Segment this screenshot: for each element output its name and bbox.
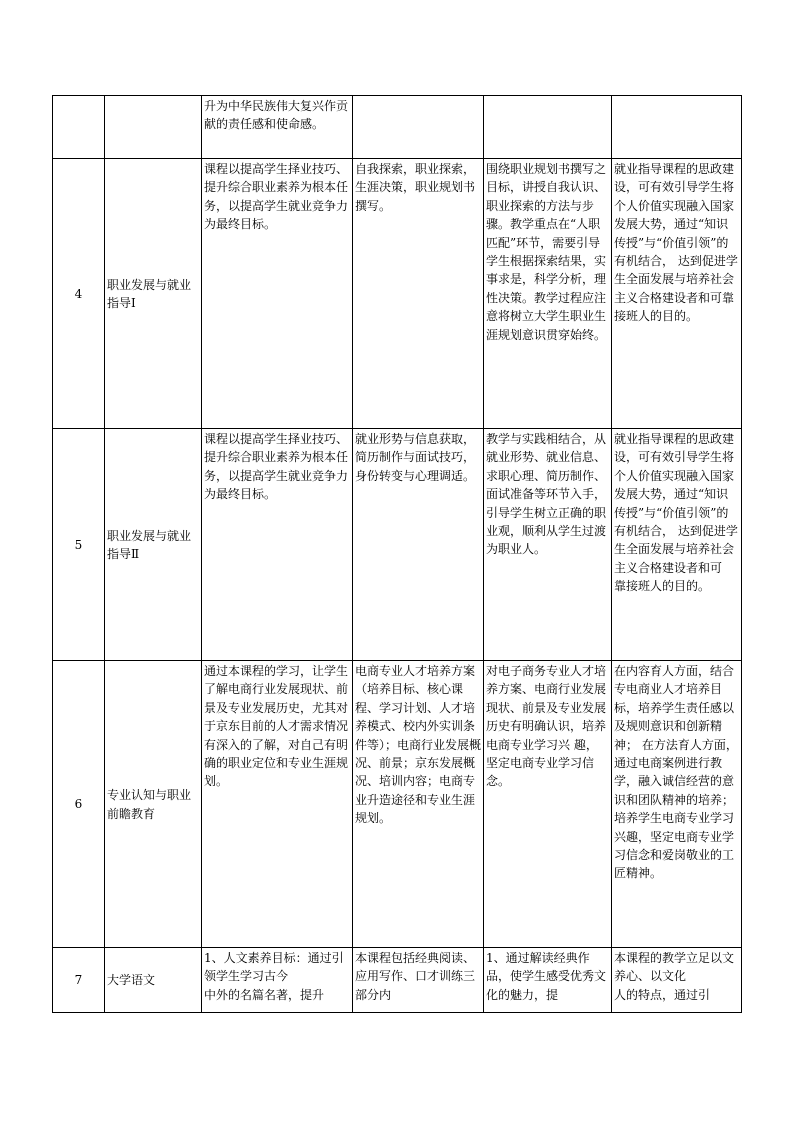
course-number-cell: 4 [53, 159, 105, 429]
course-content-cell: 就业形势与信息获取，简历制作与面试技巧，身份转变与心理调适。 [353, 429, 484, 661]
table-row [53, 96, 742, 159]
course-number-cell: 5 [53, 429, 105, 661]
teaching-method-cell: 教学与实践相结合，从就业形势、就业信息、求职心理、简历制作、面试准备等环节入手，引导学生树立正确的职业观，顺利从学生过渡为职业人。 [484, 429, 612, 661]
course-name-cell: 大学语文 [105, 948, 202, 1013]
course-content-cell: 自我探索，职业探索，生涯决策，职业规划书撰写。 [353, 159, 484, 429]
table-row [53, 948, 742, 1013]
course-objective-cell: 课程以提高学生择业技巧、提升综合职业素养为根本任务，以提高学生就业竞争力为最终目标。 [202, 429, 353, 661]
ideology-cell: 就业指导课程的思政建设，可有效引导学生将个人价值实现融入国家发展大势，通过“知识传授”与“价值引领”的有机结合， 达到促进学生全面发展与培养社会主义合格建设者和可 靠接班人的目的。 [612, 429, 742, 661]
course-content-cell [353, 96, 484, 159]
course-name-cell: 职业发展与就业指导Ⅰ [105, 159, 202, 429]
course-number-cell [53, 96, 105, 159]
table-row [53, 159, 742, 429]
ideology-cell [612, 96, 742, 159]
teaching-method-cell: 围绕职业规划书撰写之目标，讲授自我认识、职业探索的方法与步骤。教学重点在“人职匹配”环节，需要引导学生根据探索结果，实事求是，科学分析，理性决策。教学过程应注意将树立大学生职业生涯规划意识贯穿始终。 [484, 159, 612, 429]
course-number-cell: 7 [53, 948, 105, 1013]
ideology-cell: 就业指导课程的思政建设，可有效引导学生将个人价值实现融入国家发展大势，通过“知识传授”与“价值引领”的有机结合， 达到促进学生全面发展与培养社会主义合格建设者和可靠接班人的目的。 [612, 159, 742, 429]
teaching-method-cell: 1、通过解读经典作品，使学生感受优秀文化的魅力，提 [484, 948, 612, 1013]
course-name-cell: 专业认知与职业前瞻教育 [105, 661, 202, 948]
course-objective-cell: 通过本课程的学习，让学生了解电商行业发展现状、前景及专业发展历史，尤其对于京东目前的人才需求情况有深入的了解，对自己有明确的职业定位和专业生涯规划。 [202, 661, 353, 948]
course-number-cell: 6 [53, 661, 105, 948]
ideology-cell: 在内容育人方面，结合专电商业人才培养目标，培养学生责任感以及规则意识和创新精神； 在方法育人方面， 通过电商案例进行教学，融入诚信经营的意识和团队精神的培养；培养学生电商专业学习兴趣，坚定电商专业学习信念和爱岗敬业的工匠精神。 [612, 661, 742, 948]
table-row [53, 661, 742, 948]
teaching-method-cell [484, 96, 612, 159]
course-objective-cell: 1、人文素养目标：通过引领学生学习古今 中外的名篇名著，提升 [202, 948, 353, 1013]
ideology-cell: 本课程的教学立足以文养心、以文化 人的特点，通过引 [612, 948, 742, 1013]
course-content-cell: 本课程包括经典阅读、应用写作、口才训练三部分内 [353, 948, 484, 1013]
course-objective-cell: 课程以提高学生择业技巧、提升综合职业素养为根本任务，以提高学生就业竞争力为最终目标。 [202, 159, 353, 429]
course-content-cell: 电商专业人才培养方案（培养目标、核心课程、学习计划、人才培养模式、校内外实训条件等）；电商行业发展概况、前景；京东发展概况、培训内容；电商专业升造途径和专业生涯规划。 [353, 661, 484, 948]
course-objective-cell: 升为中华民族伟大复兴作贡献的责任感和使命感。 [202, 96, 353, 159]
table-row [53, 429, 742, 661]
teaching-method-cell: 对电子商务专业人才培养方案、电商行业发展现状、前景及专业发展历史有明确认识，培养电商专业学习兴 趣，坚定电商专业学习信念。 [484, 661, 612, 948]
course-table [52, 95, 742, 1013]
course-name-cell: 职业发展与就业指导Ⅱ [105, 429, 202, 661]
course-name-cell [105, 96, 202, 159]
